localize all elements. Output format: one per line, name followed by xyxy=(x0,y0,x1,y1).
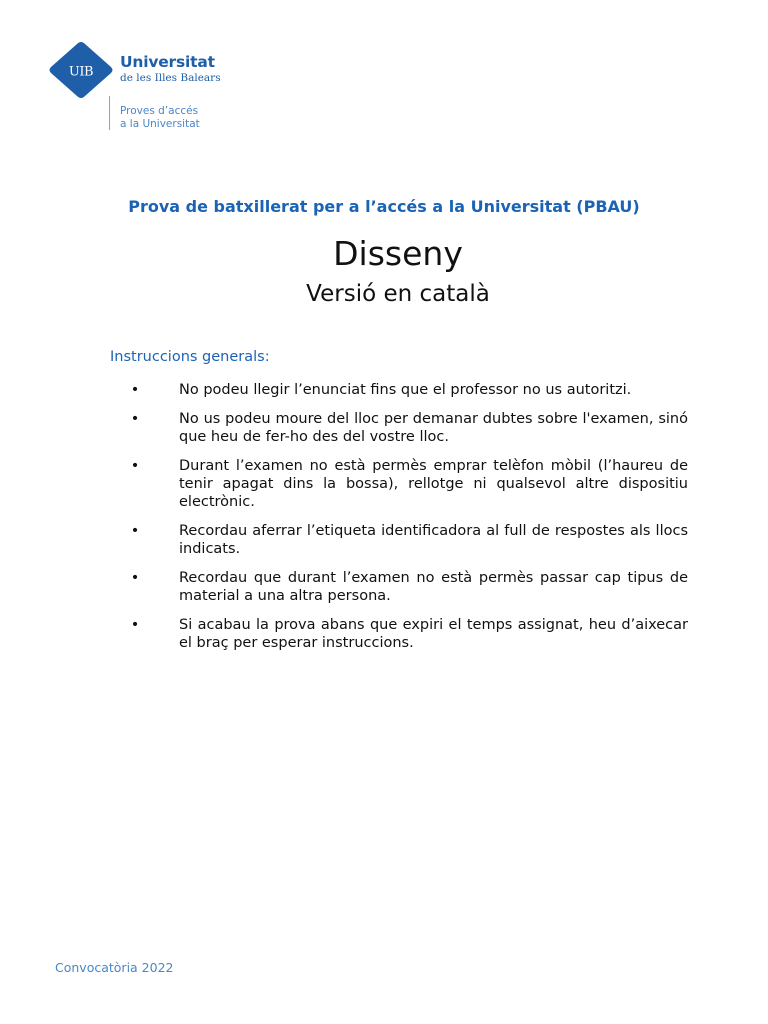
university-name: Universitat xyxy=(120,53,215,71)
bullet-icon: • xyxy=(130,617,140,633)
instruction-item xyxy=(128,410,688,446)
instruction-text: Recordau que durant l’examen no està permès passar cap tipus de material a una altra persona. xyxy=(179,570,688,604)
instruction-item xyxy=(128,381,688,399)
bullet-icon: • xyxy=(130,570,140,586)
bullet-icon: • xyxy=(130,382,140,398)
proves-line-2: a la Universitat xyxy=(120,118,200,130)
proves-line-1: Proves d’accés xyxy=(120,105,199,117)
instruction-text: No us podeu moure del lloc per demanar dubtes sobre l'examen, sinó que heu de fer-ho des del vostre lloc. xyxy=(179,411,688,445)
uib-diamond-emblem xyxy=(47,40,115,100)
bullet-icon: • xyxy=(130,523,140,539)
instruction-item xyxy=(128,616,688,652)
instruction-item xyxy=(128,522,688,558)
instructions-heading: Instruccions generals: xyxy=(110,349,270,365)
bullet-icon: • xyxy=(130,411,140,427)
instruction-text: Durant l’examen no està permès emprar telèfon mòbil (l’haureu de tenir apagat dins la bossa), rellotge ni qualsevol altre dispositiu electrònic. xyxy=(179,458,688,510)
university-subname: de les Illes Balears xyxy=(120,72,221,84)
university-logo xyxy=(47,40,247,140)
instruction-item xyxy=(128,569,688,605)
instruction-text: No podeu llegir l’enunciat fins que el professor no us autoritzi. xyxy=(179,382,632,398)
version-subtitle: Versió en català xyxy=(306,281,490,307)
instruction-text: Recordau aferrar l’etiqueta identificadora al full de respostes als llocs indicats. xyxy=(179,523,688,557)
instruction-text: Si acabau la prova abans que expiri el temps assignat, heu d’aixecar el braç per esperar instruccions. xyxy=(179,617,688,651)
footer-convocatoria: Convocatòria 2022 xyxy=(55,960,174,975)
bullet-icon: • xyxy=(130,458,140,474)
uib-monogram: UIB xyxy=(68,64,94,80)
instructions-list xyxy=(128,381,688,663)
proves-label xyxy=(120,105,200,131)
exam-title: Prova de batxillerat per a l’accés a la Universitat (PBAU) xyxy=(128,197,640,216)
instruction-item xyxy=(128,457,688,511)
logo-divider xyxy=(109,96,110,130)
subject-title: Disseny xyxy=(333,234,463,273)
